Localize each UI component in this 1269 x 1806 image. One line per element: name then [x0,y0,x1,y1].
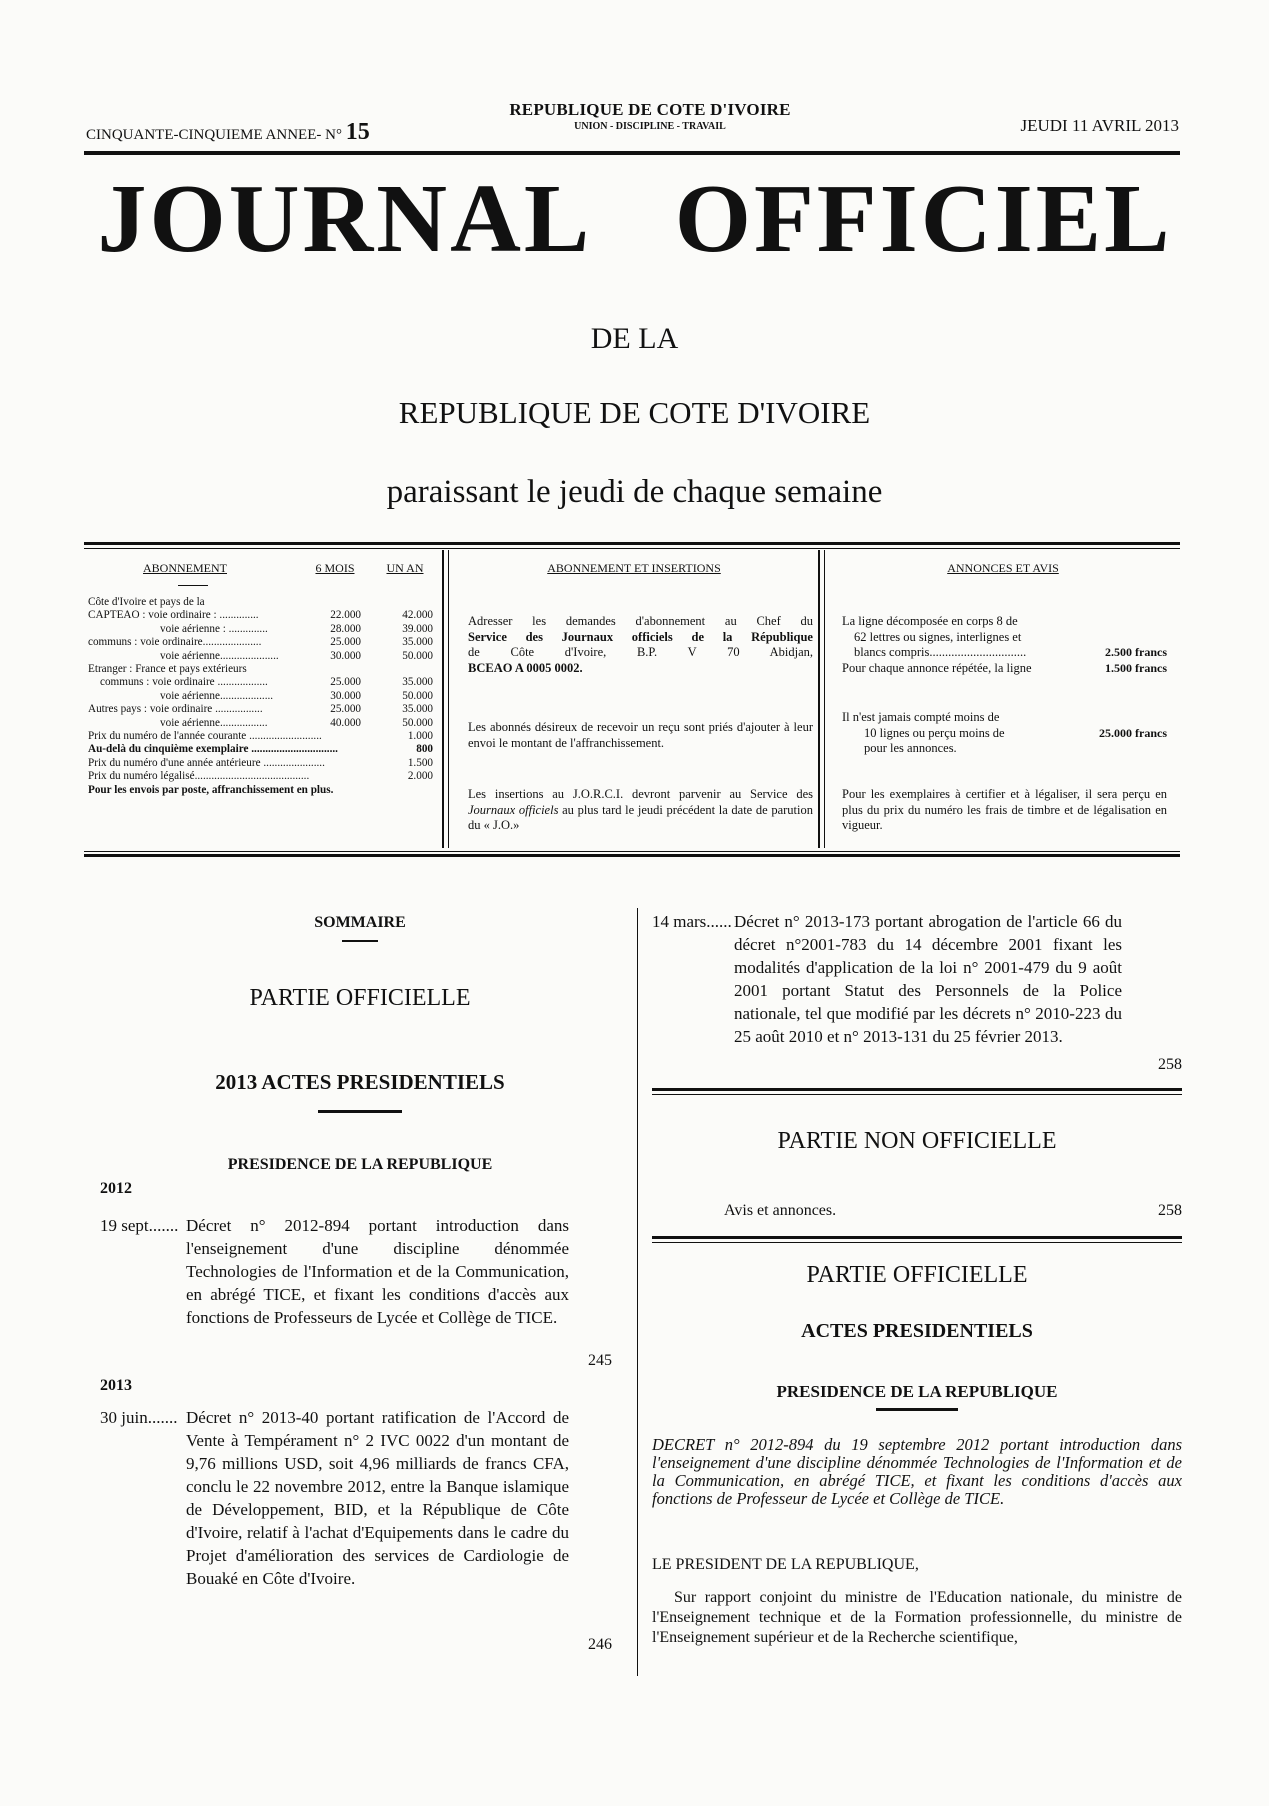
entry-2-page: 246 [588,1636,612,1653]
single-value: 1.000 [407,730,433,743]
decree-body: Sur rapport conjoint du ministre de l'Education nationale, du ministre de l'Enseignement technique et de la Formation professionnelle, du ministre de l'Enseignement supérieur et de la Recherche scientifique, [652,1589,1182,1646]
issue-date: JEUDI 11 AVRIL 2013 [1020,116,1179,135]
edition-number: 15 [345,119,370,145]
rates-table [88,596,433,797]
insertions-title: ABONNEMENT ET INSERTIONS [547,561,721,575]
entry-1-page: 245 [588,1352,612,1369]
rows2-value-6mois: 30.000 [330,689,361,702]
republic-header [460,100,840,132]
rows-label: CAPTEAO : voie ordinaire : .............. [88,609,259,622]
annonces-line-6 [842,726,1167,742]
rows2-value-1an: 50.000 [402,689,433,702]
rows-value-1an: 42.000 [402,609,433,622]
rows-value-6mois: 30.000 [330,649,361,662]
masthead-word-officiel: OFFICIEL [674,165,1173,273]
entry-1-date: 19 sept....... [100,1216,179,1235]
entry-3-page: 258 [1158,1056,1182,1073]
masthead-word-journal: JOURNAL [97,165,593,273]
republic-name: REPUBLIQUE DE COTE D'IVOIRE [509,100,791,119]
annonces-line-4-value: 1.500 francs [1105,660,1167,675]
sommaire-actes-rule [318,1110,402,1113]
rows2-value-1an: 50.000 [402,716,433,729]
box-top-rule-thin [84,548,1180,549]
single-label: Prix du numéro légalisé......................................... [88,770,310,783]
single-row [88,770,433,783]
insertions-p1-line-c: de Côte d'Ivoire, B.P. V 70 Abidjan, [468,645,813,659]
actes-presidentiels-heading: ACTES PRESIDENTIELS [801,1320,1033,1342]
box-divider-2b [824,550,825,848]
avis-label: Avis et annonces. [724,1202,837,1219]
entry-3-text: Décret n° 2013-173 portant abrogation de l'article 66 du décret n°2001-783 du 14 décembre 2001 fixant les modalités d'application de la loi n° 2001-479 du 9 août 2001 portant Statut des Personnels de la Police nationale, tel que modifié par les décrets n° 2010-223 du 25 août 2010 et n° 2013-131 du 25 février 2013. [734,912,1122,1046]
annonces-line-4 [842,661,1167,677]
annonces-block-2 [842,710,1167,757]
annonces-line-1: La ligne décomposée en corps 8 de [842,614,1018,628]
insertions-p3-a: Les insertions au J.O.R.C.I. devront parvenir au Service des [468,787,813,801]
rows-label: voie aérienne..................... [160,649,279,662]
insertions-p1-line-d: BCEAO A 0005 0002. [468,660,583,675]
rates-intro-2: Etranger : France et pays extérieurs [88,663,247,676]
rows2-row [88,717,433,730]
rates-title-dash [178,585,208,586]
rows-row [88,636,433,649]
annonces-title: ANNONCES ET AVIS [947,561,1059,575]
rows-value-6mois: 28.000 [330,622,361,635]
rows-row [88,650,433,663]
entry-1-text: Décret n° 2012-894 portant introduction dans l'enseignement d'une discipline dénommée Technologies de l'Information et de la Communication, en abrégé TICE, et fixant les conditions d'accès aux fonctions de Professeurs de Lycée et Collège de TICE. [186,1216,569,1327]
single-label: Prix du numéro d'une année antérieure ...................... [88,756,325,769]
column-divider [637,908,638,1676]
box-top-rule [84,542,1180,545]
annonces-line-4-label: Pour chaque annonce répétée, la ligne [842,660,1032,675]
rows2-label: communs : voie ordinaire .................. [100,676,268,689]
annonces-line-3-label: blancs compris............................... [854,645,1027,659]
entry-3-date: 14 mars...... [652,912,732,931]
rates-6mois: 6 MOIS [315,561,355,575]
rows2-label: Autres pays : voie ordinaire ................. [88,703,263,716]
single-label: Au-delà du cinquième exemplaire ............................... [88,743,338,756]
sommaire-partie-non-officielle: PARTIE NON OFFICIELLE [777,1128,1057,1154]
rows-value-1an: 39.000 [402,622,433,635]
rows-value-1an: 35.000 [402,636,433,649]
off-rule-2 [652,1236,1182,1239]
rows2-value-1an: 35.000 [402,676,433,689]
rates-intro-1: Côte d'Ivoire et pays de la [88,596,205,608]
single-value: 2.000 [407,770,433,783]
insertions-p3-c: au plus tard le jeudi précédent la date de parution du « J.O.» [468,802,814,832]
masthead-country: REPUBLIQUE DE COTE D'IVOIRE [398,395,871,430]
non-off-rule-1 [652,1088,1182,1091]
edition-line [86,119,370,146]
annonces-line-6-value: 25.000 francs [1099,725,1167,740]
annonces-line-5: Il n'est jamais compté moins de [842,710,1000,724]
rows2-value-6mois: 40.000 [330,716,361,729]
annonces-block-1 [842,614,1167,676]
single-row [88,730,433,743]
sommaire-partie-officielle: PARTIE OFFICIELLE [249,985,471,1011]
sommaire-actes: 2013 ACTES PRESIDENTIELS [215,1070,505,1094]
box-divider-2 [818,550,820,848]
rows2-value-1an: 35.000 [402,703,433,716]
partie-officielle-heading: PARTIE OFFICIELLE [806,1262,1028,1288]
single-row [88,757,433,770]
sommaire-title: SOMMAIRE [314,914,406,931]
annonces-line-2: 62 lettres ou signes, interlignes et [854,629,1022,644]
rows2-row [88,703,433,716]
year-2013: 2013 [100,1377,132,1394]
year-2012: 2012 [100,1180,132,1197]
rates-1an: UN AN [386,561,424,575]
insertions-p1-line-a: Adresser les demandes d'abonnement au Chef du [468,614,813,628]
non-off-rule-1b [652,1094,1182,1095]
box-bottom-rule-thin [84,851,1180,852]
insertions-p3 [468,787,813,834]
rows2-value-6mois: 25.000 [330,703,361,716]
box-divider-1 [442,550,444,848]
entry-2-date: 30 juin....... [100,1408,178,1427]
sommaire-presidence: PRESIDENCE DE LA REPUBLIQUE [227,1156,493,1173]
rows-value-6mois: 22.000 [330,609,361,622]
single-row [88,743,433,756]
presidence-rule [876,1408,958,1411]
single-label: Prix du numéro de l'année courante .......................... [88,730,322,743]
masthead-frequency: paraissant le jeudi de chaque semaine [386,474,883,510]
rows-value-1an: 50.000 [402,649,433,662]
insertions-p1-line-b: Service des Journaux officiels de la République [468,629,813,644]
annonces-line-7: pour les annonces. [864,741,957,755]
decree-title: DECRET n° 2012-894 du 19 septembre 2012 portant introduction dans l'enseignement d'une discipline dénommée Technologies de l'Information et de la Communication, en abrégé TICE, et fixant les conditions d'accès aux fonctions de Professeur de Lycée et Collège de TICE. [652,1435,1182,1508]
annonces-line-3-value: 2.500 francs [1105,645,1167,659]
rows-label: voie aérienne : .............. [160,622,268,635]
entry-2-text: Décret n° 2013-40 portant ratification de l'Accord de Vente à Tempérament n° 2 IVC 0022 d'un montant de 9,76 millions USD, soit 4,96 milliards de francs CFA, conclu le 22 novembre 2012, entre la Banque islamique de Développement, BID, et la République de Côte d'Ivoire, relatif à l'achat d'Equipements dans le cadre du Projet d'amélioration des services de Cardiologie de Bouaké en Côte d'Ivoire. [186,1408,569,1588]
insertions-p1 [468,614,813,676]
rows-label: communs : voie ordinaire..................... [88,636,262,649]
presidence-heading: PRESIDENCE DE LA REPUBLIQUE [776,1382,1058,1401]
rates-footer: Pour les envois par poste, affranchissement en plus. [88,783,334,796]
header-rule [84,151,1180,155]
masthead-de-la: DE LA [590,322,679,355]
rows-row [88,609,433,622]
annonces-line-3 [842,645,1167,661]
rows2-value-6mois: 25.000 [330,676,361,689]
rows2-label: voie aérienne................. [160,716,268,729]
rows2-label: voie aérienne................... [160,689,274,702]
president-line: LE PRESIDENT DE LA REPUBLIQUE, [652,1556,919,1573]
box-bottom-rule [84,854,1180,857]
annonces-line-6-label: 10 lignes ou perçu moins de [864,725,1005,740]
rows-row [88,623,433,636]
annonces-block-3: Pour les exemplaires à certifier et à légaliser, il sera perçu en plus du prix du numéro les frais de timbre et de légalisation en vigueur. [842,787,1167,832]
rows2-row [88,690,433,703]
off-rule-2b [652,1242,1182,1243]
single-value: 1.500 [407,756,433,769]
masthead-title [70,165,1200,273]
rows2-row [88,676,433,689]
edition-label: CINQUANTE-CINQUIEME ANNEE- N° [86,127,342,143]
insertions-p2: Les abonnés désireux de recevoir un reçu sont priés d'ajouter à leur envoi le montant de l'affranchissement. [468,720,813,750]
avis-page: 258 [1158,1202,1182,1219]
single-value: 800 [416,743,433,756]
national-motto: UNION - DISCIPLINE - TRAVAIL [574,121,726,132]
rates-title: ABONNEMENT [143,561,227,575]
insertions-p3-b: Journaux officiels [468,802,559,817]
sommaire-dash [342,940,378,942]
rows-value-6mois: 25.000 [330,636,361,649]
box-divider-1b [448,550,449,848]
